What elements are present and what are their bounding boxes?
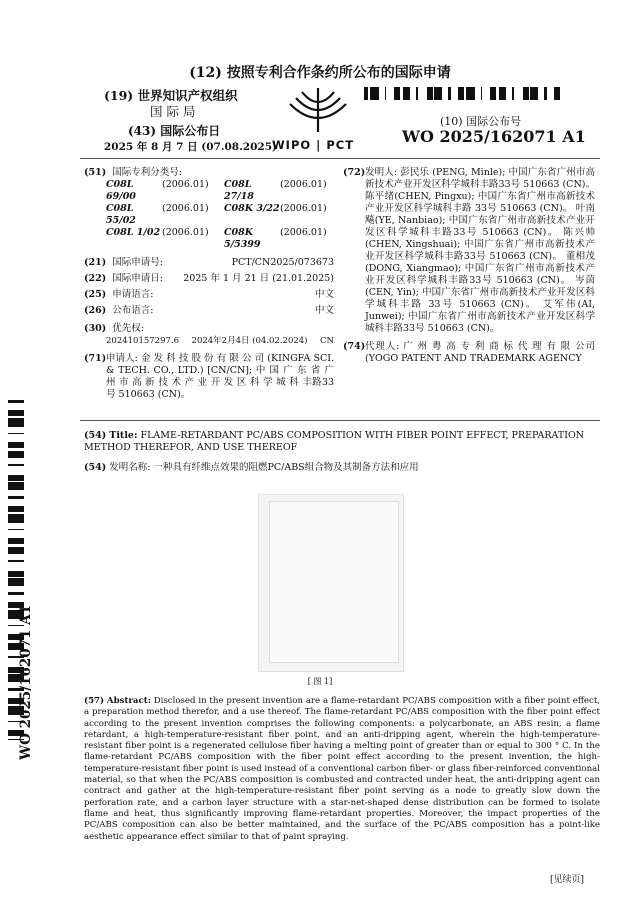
field-label-group [84, 273, 163, 285]
field-row [84, 273, 334, 285]
document-title: (12) 按照专利合作条约所公布的国际申请 [189, 65, 451, 81]
ipc-version: (2006.01) [162, 203, 209, 214]
org-name: (19) 世界知识产权组织 [104, 88, 238, 103]
figure-caption: [ 图 1] [307, 677, 333, 686]
ipc-class: C08K 3/22 [224, 203, 280, 214]
field-code: (21) [84, 257, 107, 268]
field-label-group [84, 305, 153, 317]
field-value: PCT/CN2025/073673 [231, 257, 334, 268]
left-column [84, 167, 334, 401]
field-label: 申请语言: [112, 289, 154, 300]
ipc-version: (2006.01) [280, 179, 327, 190]
ipc-row [106, 203, 334, 227]
barcode [364, 87, 560, 100]
ipc-class: C08L 27/18 [224, 179, 254, 202]
field-label: 国际申请号: [112, 257, 163, 268]
ipc-class: C08L 55/02 [106, 203, 136, 226]
title-en: (54) Title: FLAME-RETARDANT PC/ABS COMPOSITION WITH FIBER POINT EFFECT, PREPARATION METHOD THEREFOR, AND USE THEREOF [84, 430, 585, 453]
field-code: (25) [84, 289, 107, 300]
field-value: 中文 [314, 289, 334, 300]
ipc-class: C08L 1/02 [106, 227, 161, 238]
field-code: (26) [84, 305, 107, 316]
ipc-version: (2006.01) [162, 227, 209, 238]
ipc-row [106, 179, 334, 203]
application-fields [84, 257, 334, 317]
field-value: 2025 年 1 月 21 日 (21.01.2025) [183, 273, 334, 284]
applicant: (71) 申请人: 金 发 科 技 股 份 有 限 公 司 (KINGFA SCI. & TECH. CO., LTD.) [CN/CN]; 中 国 广 东 省 广 州 市 高 新 技 术 产 业 开 发 区 科 学 城 科 丰路33号 510663 (CN)。 [84, 353, 334, 400]
ipc-list [106, 179, 334, 251]
figure-1-image [258, 494, 404, 672]
ipc-row [106, 227, 334, 251]
right-column [343, 167, 595, 365]
ipc-class: C08L 69/00 [106, 179, 136, 202]
field-row [84, 289, 334, 301]
title-zh: (54) 发明名称: 一种具有纤维点效果的阻燃PC/ABS组合物及其制备方法和应用 [84, 462, 419, 473]
pub-number-label: (10) 国际公布号 [440, 115, 522, 128]
ipc-version: (2006.01) [280, 203, 327, 214]
field-code: (22) [84, 273, 107, 284]
ipc-version: (2006.01) [162, 179, 209, 190]
ipc-class: C08K 5/5399 [224, 227, 261, 250]
mid-rule [80, 420, 600, 421]
field-label-group [84, 257, 163, 269]
pub-number: WO 2025/162071 A1 [402, 127, 586, 146]
abstract: (57) Abstract: Disclosed in the present invention are a flame-retardant PC/ABS composition with a fiber point effect, a preparation method therefor, and a use thereof. The flame-retardant PC/ABS composition with the fiber point effect according to the present invention comprises the following components: a polycarbonate, an ABS resin, a flame retardant, a high-temperature-resistant fiber point, and an anti-dripping agent, wherein the high-temperature-resistant fiber point is a regenerated cellulose fiber having a melting point of greater than or equal to 300 ° C. In the flame-retardant PC/ABS composition with the fiber point effect according to the present invention, the high-temperature-resistant fiber point is used instead of a conventional carbon fiber- or glass fiber-reinforced conventional material, so that when the PC/ABS composition is combusted and contracted under heat, the anti-dripping agent can contract and gather at the high-temperature-resistant fiber point serving as a node to greatly slow down the perforation rate, and a carbon layer structure with a star-net-shaped dense distribution can be formed to isolate flame and heat, thus significantly improving flame-retardant properties. Moreover, the impact properties of the PC/ABS composition can also be better maintained, and the surface of the PC/ABS composition has a point-like aesthetic appearance effect similar to that of paint spraying. [84, 696, 601, 842]
ipc-heading: (51) 国际专利分类号: [84, 167, 182, 178]
top-rule [80, 158, 600, 159]
priority-heading: (30) 优先权: [84, 323, 144, 334]
inventors: (72) 发明人: 彭民乐 (PENG, Minle); 中国广东省广州市高新技术产业开发区科学城科丰路33号 510663 (CN)。 陈平绪(CHEN, Pingxu); 中国广东省广州市高新技术产业开发区科学城科丰路 33号 510663 (CN)。 叶南飚(YE, Nanbiao); 中国广东省广州市高新技术产业开发区科学城科丰路33号 510663 (CN)。 陈兴帅(CHEN, Xingshuai); 中国广东省广州市高新技术产业开发区科学城科丰路33号 510663 (CN)。 董相茂(DONG, Xiangmao); 中国广东省广州市高新技术产业开发区科学城科丰路33号 510663 (CN)。 岑茵(CEN, Yin); 中国广东省广州市高新技术产业开发区科学城科丰路 33号 510663 (CN)。 艾军伟(AI, Junwei); 中国广东省广州市高新技术产业开发区科学城科丰路33号 510663 (CN)。 [343, 167, 595, 334]
side-pub-number: WO 2025/162071 A1 [18, 604, 34, 760]
priority-row: 202410157297.6 2024年2月4日 (04.02.2024) CN [106, 336, 334, 346]
field-label: 公布语言: [112, 305, 154, 316]
field-value: 中文 [314, 305, 334, 316]
continued-note: [见续页] [550, 875, 585, 885]
wipo-pct-text: WIPO | PCT [272, 138, 355, 152]
sample-plate [269, 501, 399, 663]
field-row [84, 305, 334, 317]
field-label: 国际申请日: [112, 273, 163, 284]
field-label-group [84, 289, 153, 301]
org-sub: 国 际 局 [150, 104, 196, 119]
ipc-version: (2006.01) [280, 227, 327, 238]
pub-date-label: (43) 国际公布日 [128, 124, 221, 138]
pub-date-value: 2025 年 8 月 7 日 (07.08.2025) [104, 141, 277, 153]
agent: (74) 代理人: 广 州 粤 高 专 利 商 标 代 理 有 限 公司(YOGO PATENT AND TRADEMARK AGENCY [343, 341, 595, 364]
field-row [84, 257, 334, 269]
